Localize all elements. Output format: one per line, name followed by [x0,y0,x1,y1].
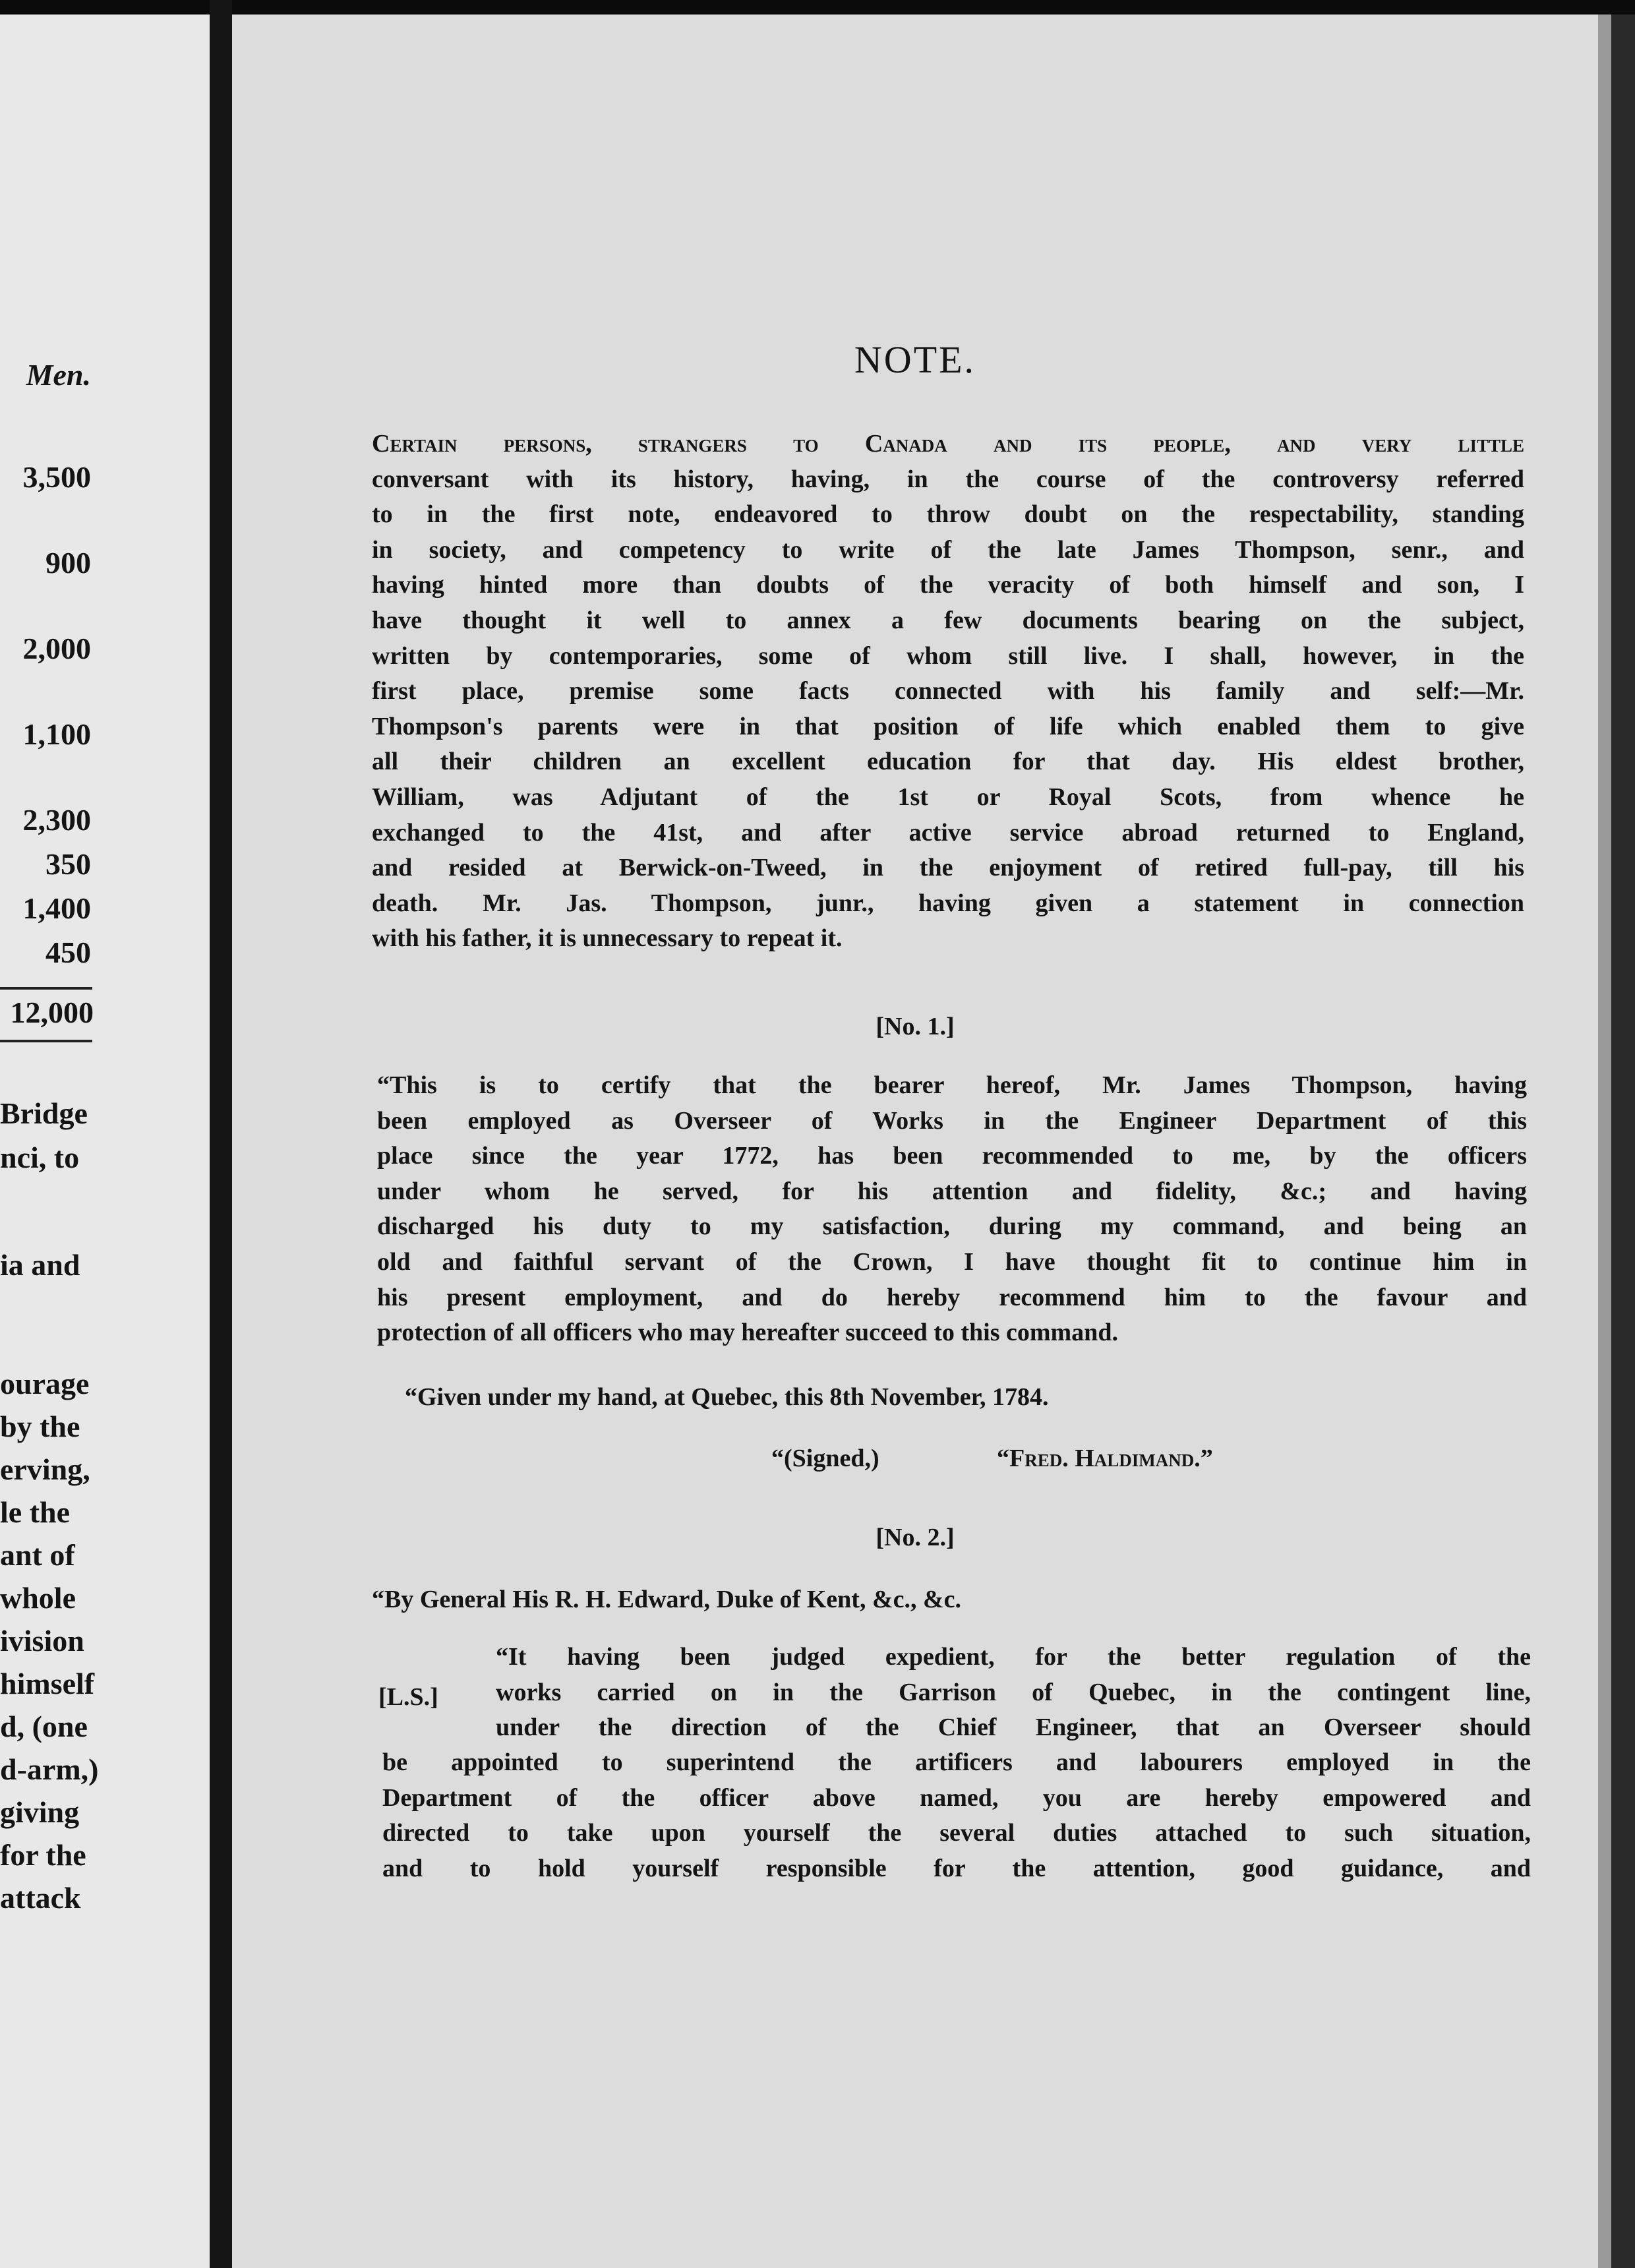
text-line: protection of all officers who may hereafter succeed to this command. [377,1319,1118,1347]
text-line: discharged his duty to my satisfaction, during my command, and being an [377,1212,1527,1241]
left-text-fragment: himself [0,1667,95,1700]
men-value: 450 [45,936,91,969]
note-paragraph [372,427,1524,957]
text-line: Thompson's parents were in that position of life which enabled them to give [372,712,1524,740]
text-line: directed to take upon yourself the several duties attached to such situation, [382,1819,1531,1847]
text-line: “This is to certify that the bearer hereof, Mr. James Thompson, having [377,1071,1527,1099]
left-text-fragment: attack [0,1881,81,1915]
text-line: conversant with its history, having, in the course of the controversy referred [372,465,1524,493]
text-line: William, was Adjutant of the 1st or Royal Scots, from whence he [372,783,1524,811]
men-value: 1,100 [22,717,91,751]
text-line: place since the year 1772, has been recommended to me, by the officers [377,1142,1527,1170]
page-edge-shadow [1611,15,1635,2268]
text-line: works carried on in the Garrison of Quebec, in the contingent line, [496,1678,1531,1706]
page-edge [1598,15,1611,2268]
left-text-fragment: ia and [0,1248,80,1282]
document-heading-2: [No. 2.] [876,1524,955,1551]
left-text-fragment: for the [0,1838,86,1872]
text-line: death. Mr. Jas. Thompson, junr., having given a statement in connection [372,889,1524,917]
left-text-fragment: whole [0,1581,76,1615]
commission-paragraph [382,1745,1531,1886]
text-line: “It having been judged expedient, for the better regulation of the [496,1643,1531,1671]
text-line: be appointed to superintend the artificers and labourers employed in the [382,1748,1531,1776]
text-line: been employed as Overseer of Works in the Engineer Department of this [377,1106,1527,1135]
certificate-paragraph [377,1068,1527,1351]
text-line: all their children an excellent education for that day. His eldest brother, [372,748,1524,776]
total-rule [0,1040,92,1042]
text-line: in society, and competency to write of the late James Thompson, senr., and [372,535,1524,564]
text-line: and to hold yourself responsible for the attention, good guidance, and [382,1854,1531,1882]
men-column-header: Men. [26,358,91,392]
signed-label: “(Signed,) [771,1445,879,1472]
text-line: and resided at Berwick-on-Tweed, in the enjoyment of retired full-pay, till his [372,854,1524,882]
commission-paragraph-indented [496,1640,1531,1746]
left-text-fragment: ourage [0,1367,90,1400]
left-text-fragment: Bridge [0,1096,88,1130]
given-line: “Given under my hand, at Quebec, this 8th November, 1784. [405,1383,1049,1411]
total-rule [0,987,92,990]
text-line: have thought it well to annex a few documents bearing on the subject, [372,606,1524,634]
left-text-fragment: erving, [0,1452,90,1486]
text-line: old and faithful servant of the Crown, I have thought fit to continue him in [377,1247,1527,1276]
men-value: 1,400 [22,891,91,925]
text-line: having hinted more than doubts of the veracity of both himself and son, I [372,571,1524,599]
left-text-fragment: ant of [0,1538,75,1572]
men-value: 350 [45,847,91,881]
left-text-fragment: nci, to [0,1141,80,1174]
left-text-fragment: by the [0,1410,80,1443]
text-line: Certain persons, strangers to Canada and its people, and very little [372,430,1524,458]
page-title: NOTE. [854,338,976,381]
text-line: Department of the officer above named, you are hereby empowered and [382,1783,1531,1812]
text-line: his present employment, and do hereby recommend him to the favour and [377,1283,1527,1311]
men-value: 2,000 [22,632,91,665]
text-line: to in the first note, endeavored to throw doubt on the respectability, standing [372,500,1524,529]
document-heading-1: [No. 1.] [876,1013,955,1040]
text-line: under whom he served, for his attention and fidelity, &c.; and having [377,1177,1527,1205]
men-value: 900 [45,546,91,580]
men-total: 12,000 [10,996,94,1029]
left-text-fragment: ivision [0,1624,84,1657]
left-text-fragment: d-arm,) [0,1752,99,1786]
text-line: first place, premise some facts connected with his family and self:—Mr. [372,677,1524,705]
left-page-fragment [0,15,210,2268]
text-line: written by contemporaries, some of whom still live. I shall, however, in the [372,642,1524,670]
commission-intro: “By General His R. H. Edward, Duke of Kent, &c., &c. [372,1586,962,1613]
document-page [232,15,1598,2268]
signature: “Fred. Haldimand.” [997,1445,1213,1472]
book-gutter [210,0,232,2268]
text-line: exchanged to the 41st, and after active service abroad returned to England, [372,818,1524,847]
left-text-fragment: giving [0,1795,80,1829]
men-value: 3,500 [22,460,91,494]
left-text-fragment: le the [0,1495,71,1529]
left-text-fragment: d, (one [0,1710,88,1743]
men-value: 2,300 [22,803,91,837]
text-line: under the direction of the Chief Engineer, that an Overseer should [496,1714,1531,1742]
text-line: with his father, it is unnecessary to repeat it. [372,924,843,953]
seal-mark: [L.S.] [378,1683,438,1711]
